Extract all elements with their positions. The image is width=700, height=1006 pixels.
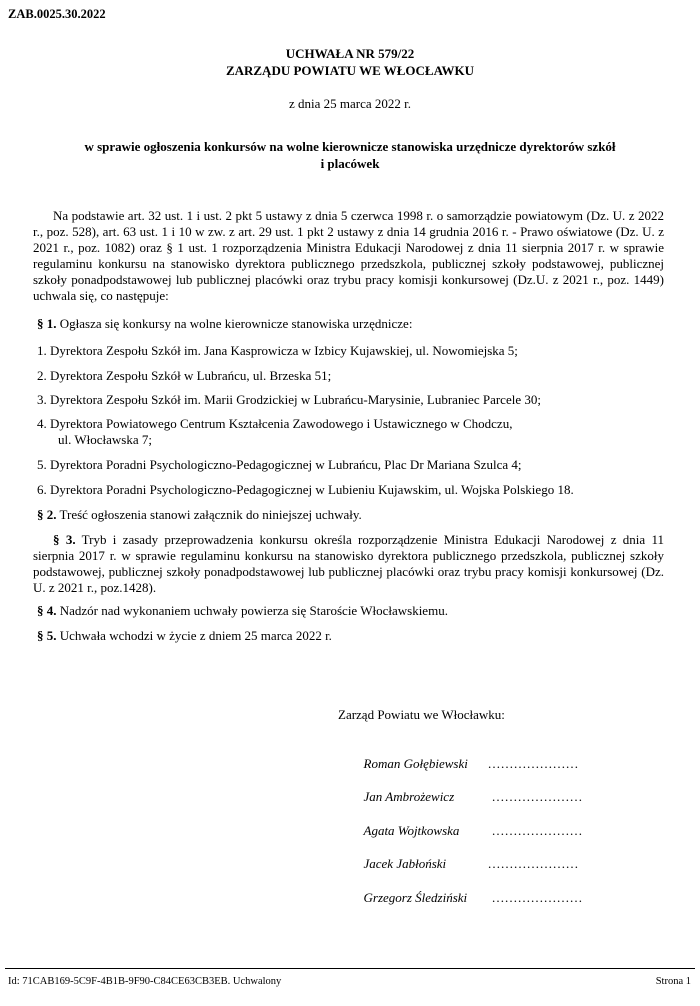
section-3-text: Tryb i zasady przeprowadzenia konkursu określa rozporządzenie Ministra Edukacji Narodowej z dnia 11 sierpnia 2017 r. w sprawie regulaminu konkursu na stanowisko dyrektora publicznego przedszkola, publicznej szkoły podstawowej, publicznej szkoły ponadpodstawowej lub publicznej placówki oraz trybu pracy komisji konkursowej (Dz. U. z 2021 r., poz.1428). (33, 532, 665, 595)
section-2-text: Treść ogłoszenia stanowi załącznik do niniejszej uchwały. (56, 507, 362, 522)
section-3-label: § 3. (53, 532, 76, 547)
list-item: 5. Dyrektora Poradni Psychologiczno-Pedagogicznej w Lubrańcu, Plac Dr Mariana Szulca 4; (37, 457, 522, 472)
signatory-name: Agata Wojtkowska (363, 823, 460, 838)
signatory-name: Grzegorz Śledziński (363, 890, 468, 905)
section-2 (37, 507, 668, 523)
signatures-heading: Zarząd Powiatu we Włocławku: (338, 707, 505, 722)
subject-line-1: w sprawie ogłoszenia konkursów na wolne kierownicze stanowiska urzędnicze dyrektorów szkół (84, 139, 616, 154)
resolution-issuer: ZARZĄDU POWIATU WE WŁOCŁAWKU (225, 63, 475, 78)
signature-line (357, 840, 657, 872)
section-1 (37, 316, 668, 332)
section-4-label: § 4. (37, 603, 57, 618)
section-5-text: Uchwała wchodzi w życie z dniem 25 marca 2022 r. (56, 628, 332, 643)
list-item: 3. Dyrektora Zespołu Szkół im. Marii Grodzickiej w Lubrańcu-Marysinie, Lubraniec Parcele 30; (37, 392, 541, 407)
page-number: Strona 1 (655, 976, 691, 987)
section-4 (37, 603, 668, 619)
document-id: Id: 71CAB169-5C9F-4B1B-9F90-C84CE63CB3EB. Uchwalony (8, 976, 282, 987)
signature-dots: ………………… (491, 789, 583, 804)
signatory-name: Jacek Jabłoński (363, 856, 447, 871)
signature-line (357, 874, 657, 906)
list-item: 4. Dyrektora Powiatowego Centrum Kształcenia Zawodowego i Ustawicznego w Chodczu, (37, 416, 513, 431)
signature-line (357, 740, 657, 772)
subject-line-2: i placówek (320, 156, 380, 171)
resolution-title: UCHWAŁA NR 579/22 (285, 46, 415, 61)
resolution-date: z dnia 25 marca 2022 r. (288, 96, 411, 111)
section-3 (33, 532, 664, 596)
section-1-text: Ogłasza się konkursy na wolne kierownicze stanowiska urzędnicze: (56, 316, 413, 331)
section-2-label: § 2. (37, 507, 57, 522)
reference-number: ZAB.0025.30.2022 (8, 7, 106, 21)
signature-line (357, 773, 657, 805)
section-5 (37, 628, 668, 644)
list-item: 2. Dyrektora Zespołu Szkół w Lubrańcu, ul. Brzeska 51; (37, 368, 332, 383)
signature-dots: ………………… (491, 890, 583, 905)
section-1-label: § 1. (37, 316, 57, 331)
footer-divider (5, 968, 695, 969)
list-item: 1. Dyrektora Zespołu Szkół im. Jana Kasprowicza w Izbicy Kujawskiej, ul. Nowomiejska 5; (37, 343, 518, 358)
list-item: 6. Dyrektora Poradni Psychologiczno-Pedagogicznej w Lubieniu Kujawskim, ul. Wojska Polskiego 18. (37, 482, 574, 497)
signatory-name: Jan Ambrożewicz (363, 789, 455, 804)
signature-line (357, 807, 657, 839)
section-5-label: § 5. (37, 628, 57, 643)
signatory-name: Roman Gołębiewski (363, 756, 468, 771)
signature-dots: ………………… (487, 756, 579, 771)
signature-dots: ………………… (487, 856, 579, 871)
signature-dots: ………………… (491, 823, 583, 838)
section-4-text: Nadzór nad wykonaniem uchwały powierza się Staroście Włocławskiemu. (56, 603, 448, 618)
preamble-paragraph: Na podstawie art. 32 ust. 1 i ust. 2 pkt 5 ustawy z dnia 5 czerwca 1998 r. o samorządzie powiatowym (Dz. U. z 2022 r., poz. 528), art. 63 ust. 1 i 10 w zw. z art. 29 ust. 1 pkt 2 ustawy z dnia 14 grudnia 2016 r. - Prawo oświatowe (Dz. U. z 2021 r., poz. 1082) oraz § 1 ust. 1 rozporządzenia Ministra Edukacji Narodowej z dnia 11 sierpnia 2017 r. w sprawie regulaminu konkursu na stanowisko dyrektora publicznego przedszkola, publicznej szkoły podstawowej, publicznej szkoły ponadpodstawowej lub publicznej placówki oraz trybu pracy komisji konkursowej (Dz.U. z 2021 r., poz. 1449) uchwala się, co następuje: (33, 208, 664, 303)
list-item-continuation: ul. Włocławska 7; (58, 432, 152, 447)
